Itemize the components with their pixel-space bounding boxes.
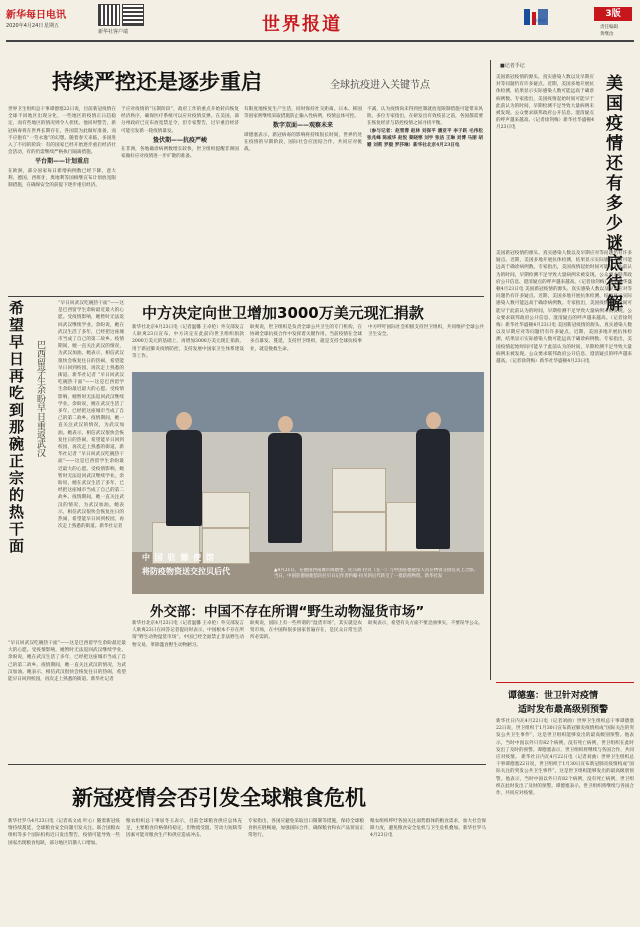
editor-name: 黄继汝 [600,32,614,37]
student-column-text: “早日回武汉吃碗热干面”——这是巴西留学生余盼最近最大的心愿。受疫情影响，她暂时无法返回武汉继续学业。余盼说，她在武汉生活了多年，已经把这座城市当成了自己的第二故乡。疫情期间，她一直关注武汉的情况，为武汉加油。她表示，相信武汉很快会恢复往日的热闹，希望能早日回到校园，再次走上熟悉的街道。新华社记者 “早日回武汉吃碗热干面”——这是巴西留学生余盼最近最大的心愿。受疫情影响，她暂时无法返回武汉继续学业。余盼说，她在武汉生活了多年，已经把这座城市当成了自己的第二故乡。疫情期间，她一直关注武汉的情况，为武汉加油。她表示，相信武汉很快会恢复往日的热闹，希望能早日回到校园，再次走上熟悉的街道。新华社记者 “早日回武汉吃碗热干面”——这是巴西留学生余盼最近最大的心愿。受疫情影响，她暂时无法返回武汉继续学业。余盼说，她在武汉生活了多年，已经把这座城市当成了自己的第二故乡。疫情期间，她一直关注武汉的情况，为武汉加油。她表示，相信武汉很快会恢复往日的热闹，希望能早日回到校园，再次走上熟悉的街道。新华社记者 [58,301,124,530]
food-top-rule [8,764,486,765]
donation-photo [132,372,484,594]
supply-box [332,468,386,512]
tedros-box-top-rule [496,682,634,683]
client-label: 新华社客户端 [98,29,129,35]
person [268,433,302,543]
student-column-byline: 巴西留学生余盼早日重返武汉 [35,340,45,457]
tedros-title-2: 适时发布最高级别预警 [518,705,609,715]
lead-col3-subhead: 数字双面——观察未来 [272,122,333,130]
lead-column-2 [121,106,239,292]
lead-col2-text2: 在非洲，各地确诊病例数增长较快，世卫组织提醒非洲国家做好应对疫情进一步扩散的准备。 [121,147,239,160]
lead-col3-text: 有限度地恢复生产生活，同时保持社交距离。日本、韩国等国家则继续采取措施防止输入性病例，疫情总体可控。 [244,107,362,120]
wildlife-column-3: 耿爽表示，希望有关方面不要歪曲事实，不要误导公众。 [368,621,483,626]
right-column-divider [490,60,491,680]
wildlife-column-1: 新华社北京4月23日电（记者温馨 王卓伦）外交部发言人耿爽23日在回答记者提问时表示，中国根本不存在所谓“野生动物湿货市场”。中国已经全面禁止非法野生动物交易，革除滥食野生动物陋习。 [132,621,244,648]
xinhua-logo-text: 新华网 [534,18,546,23]
donation-headline: 中方决定向世卫增加3000万美元现汇捐款 [142,304,424,322]
photo-caption-left-1: 中 国 驻 德 使 馆 [142,553,215,562]
lead-column-4 [367,106,483,292]
lead-col1-text: 世界卫生组织总干事谭德塞22日说，目前新冠疫情在全球不同地区出现分化，一些地区的疫情正日趋稳定，而有些地区的情况则令人担忧。他同时警告，新冠病毒将在世界长期存在，各国需为此做好准备，而不应抱有“一劳永逸”的幻想。随着春天来临，多国进入了不同的阶段：有的国家已经开始逐步重启经济社会活动，有的仍需继续严格执行隔离措施。 [8,107,116,156]
tedros-title-1: 谭德塞：世卫针对疫情 [508,691,599,701]
person-head [426,412,441,429]
food-column-1: 新华社罗马4月23日电（记者高文成 叶心）随着新冠疫情持续蔓延，全球粮食安全问题引发关注。联合国粮农组织等多个国际机构近日发出警告，疫情可能导致一些国家出现粮食短缺，部分地区饥饿人口增加。 [8,819,120,846]
section-title: 世界报道 [262,14,342,35]
donation-column-1: 新华社北京4月23日电（记者温馨 王卓伦）外交部发言人耿爽23日宣布，中方决定在此前向世卫组织捐款2000万美元的基础上，再增加3000万美元现汇捐款，用于新冠肺炎疫情防控，支持发展中国家卫生体系建设等工作。 [132,325,244,359]
person [416,429,450,549]
us-analysis-text-top: 美国新冠疫情的源头、真实感染人数以及早期应对等问题仍有许多疑点。近期，美国多地开展抗体检测，结果显示实际感染人数可能远高于确诊病例数。专家指出，美国疫情起始时间可能早于此前认为的时间，早期检测不足导致大量病例未被发现。公众要求联邦政府公开信息、澄清疑点的呼声越来越高。（记者徐剑梅）新华社华盛顿4月23日电 [496,75,594,131]
lead-col2-subhead: 蛰伏期——抗疫严峻 [152,136,207,144]
wildlife-headline: 外交部：中国不存在所谓“野生动物湿货市场” [150,604,425,620]
lead-column-3 [244,106,362,292]
lead-col4-text: 不减，认为疫情尚未得到控制就放宽限制措施可能带来风险。多位专家指出，在研发出有效疫苗之前，各国都需要在恢复经济与防控疫情之间寻找平衡。 [367,107,483,127]
supply-box [202,492,250,528]
masthead-rule [6,40,634,42]
qr-code-icon [122,4,144,26]
lead-col2-text: 于应对疫情的“压制阶段”，政府工作的重点开始转向恢复经济秩序，确保医疗系统可以应对疫情反弹。在美国，部分州政府已宣布放宽禁足令，但专家警告，过早重启经济可能引发新一轮疫情暴发。 [121,107,239,134]
lead-col3-text2: 谭德塞表示，新冠病毒的影响将持续很长时间，世界仍处在疫情的早期阶段，国际社会应团结合作，共同应对挑战。 [244,132,362,153]
lead-subheadline: 全球抗疫进入关键节点 [330,80,430,91]
us-analysis-title: 美国疫情还有多少谜底待解 [602,74,622,314]
us-analysis-text-bottom: 美国新冠疫情的源头、真实感染人数以及早期应对等问题仍有许多疑点。近期，美国多地开展抗体检测，结果显示实际感染人数可能远高于确诊病例数。专家指出，美国疫情起始时间可能早于此前认为的时间，早期检测不足导致大量病例未被发现。公众要求联邦政府公开信息、澄清疑点的呼声越来越高。（记者徐剑梅）新华社华盛顿4月23日电 美国新冠疫情的源头、真实感染人数以及早期应对等问题仍有许多疑点。近期，美国多地开展抗体检测，结果显示实际感染人数可能远高于确诊病例数。专家指出，美国疫情起始时间可能早于此前认为的时间，早期检测不足导致大量病例未被发现。公众要求联邦政府公开信息、澄清疑点的呼声越来越高。（记者徐剑梅）新华社华盛顿4月23日电 美国新冠疫情的源头、真实感染人数以及早期应对等问题仍有许多疑点。近期，美国多地开展抗体检测，结果显示实际感染人数可能远高于确诊病例数。专家指出，美国疫情起始时间可能早于此前认为的时间，早期检测不足导致大量病例未被发现。公众要求联邦政府公开信息、澄清疑点的呼声越来越高。（记者徐剑梅）新华社华盛顿4月23日电 [496,251,632,365]
food-column-4: 粮农组织呼吁各国关注弱势群体的粮食需求，加大社会保障力度，避免粮食安全危机与卫生危机叠加。新华社罗马4月23日电 [370,819,486,839]
person [166,430,202,526]
wildlife-column-2: 耿爽说，国际上有一些所谓的“湿货市场”，其实就是农贸市场，在中国和很多国家普遍存在，是民众日常生活所必需的。 [250,621,362,641]
lead-col1-text2: 在欧洲，部分国家每日新增病例数已经下降，意大利、德国、西班牙、奥地利等国相继宣布计划放宽限制措施，在确保安全的前提下逐步重启经济。 [8,168,116,189]
issue-weekday: 星期五 [44,23,60,29]
editor-label: 责任编辑 [600,25,618,30]
photo-caption-left-2: 将防疫物资送交拉贝后代 [142,567,230,576]
donation-column-2: 耿爽说，世卫组织是负责全球公共卫生的专门机构，在协调全球抗疫合作中发挥着关键作用。当前疫情在全球多点暴发、蔓延，支持世卫组织，就是支持全球抗疫事业，就是挽救生命。 [250,325,362,352]
issue-date: 2020年4月24日 [6,23,44,29]
lead-bottom-rule [8,296,484,297]
qr-code-icon [98,4,120,26]
supply-box [332,512,386,552]
lead-col1-subhead: 平台期——计划重启 [34,158,89,166]
food-headline: 新冠疫情会否引发全球粮食危机 [72,786,366,810]
food-column-2: 粮农组织总干事屈冬玉表示，目前全球粮食供应总体充足，主要粮食价格保持稳定，但物流受阻、劳动力短缺等因素可能对粮食生产和供应造成冲击。 [126,819,242,839]
lead-col4-tail: （参与记者：赵雪蓉 赵林 刘保平 潘亚平 李子跃 毛伟松 张兆峰 陈威华 赵悦 秦晓寒 刘宇 张洁 王琳 刘博 马丽 胡姗 刘莉 罗毅 罗莎琳）新华社北京4月23日电 [367,128,483,149]
student-column-title: 希望早日再吃到那碗正宗的热干面 [7,300,25,555]
person-head [278,416,293,433]
paper-name: 新华每日电讯 [6,10,66,21]
person-head [176,412,192,430]
masthead [0,0,640,58]
lead-headline: 持续严控还是逐步重启 [52,70,262,94]
page-number-badge: 3版 [594,7,632,21]
donation-column-3: 中方呼吁国际社会积极支持世卫组织，共同维护全球公共卫生安全。 [368,325,484,338]
reporter-notes-label: ■记者手记 [500,63,525,69]
food-column-3: 专家指出，各国应避免采取出口限制等措施，保持全球粮食供应链畅通，加强国际合作，确保粮食和农产品贸易正常进行。 [248,819,364,839]
photo-caption-right: ▲4月21日，在德国西南城市海德堡，托马斯·拉贝（左一）与中国驻德使馆人员在物资交接仪式上合影。当日，中国驻德国使馆向拉贝日记作者约翰·拉贝的后代转交了一批防疫物资。新华社发 [274,568,478,580]
tedros-box-text: 新华社日内瓦4月22日电（记者刘曲）世界卫生组织总干事谭德塞22日说，世卫组织于1月30日宣布新冠肺炎疫情构成“国际关注的突发公共卫生事件”，这是世卫组织能够发出的最高级别预警。他表示，当时中国以外只有82个病例，没有死亡病例，世卫组织在此时发出了及时的预警。谭德塞表示，世卫组织将继续与各国合作，共同应对疫情。 新华社日内瓦4月22日电（记者刘曲）世界卫生组织总干事谭德塞22日说，世卫组织于1月30日宣布新冠肺炎疫情构成“国际关注的突发公共卫生事件”，这是世卫组织能够发出的最高级别预警。他表示，当时中国以外只有82个病例，没有死亡病例，世卫组织在此时发出了及时的预警。谭德塞表示，世卫组织将继续与各国合作，共同应对疫情。 [496,719,634,797]
lead-column-1 [8,106,116,292]
student-column-text-lower: “早日回武汉吃碗热干面”——这是巴西留学生余盼最近最大的心愿。受疫情影响，她暂时无法返回武汉继续学业。余盼说，她在武汉生活了多年，已经把这座城市当成了自己的第二故乡。疫情期间，她一直关注武汉的情况，为武汉加油。她表示，相信武汉很快会恢复往日的热闹，希望能早日回到校园，再次走上熟悉的街道。新华社记者 [8,641,126,683]
